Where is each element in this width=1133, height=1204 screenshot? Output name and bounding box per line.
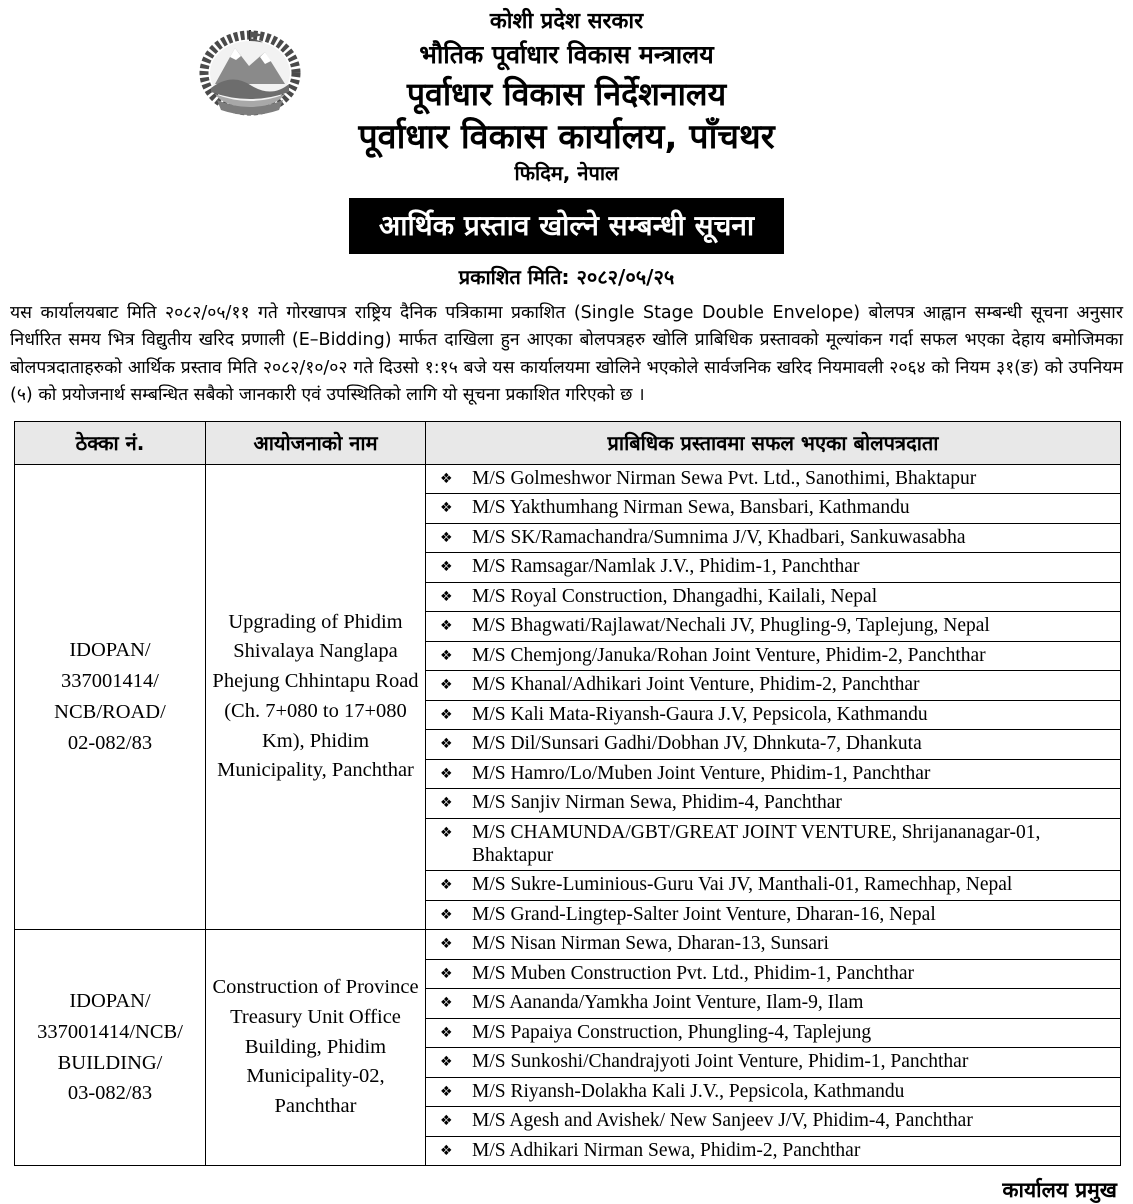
bidder-cell <box>426 789 1121 819</box>
diamond-bullet-icon: ❖ <box>440 706 453 723</box>
bidder-name: M/S Riyansh-Dolakha Kali J.V., Pepsicola, Kathmandu <box>472 1080 905 1102</box>
directorate-name: पूर्वाधार विकास निर्देशनालय <box>406 75 727 113</box>
diamond-bullet-icon: ❖ <box>440 1083 453 1100</box>
bidder-cell <box>426 494 1121 524</box>
bidder-name: M/S Bhagwati/Rajlawat/Nechali JV, Phugling-9, Taplejung, Nepal <box>472 615 990 637</box>
diamond-bullet-icon: ❖ <box>440 529 453 546</box>
diamond-bullet-icon: ❖ <box>440 765 453 782</box>
nepal-government-emblem-icon <box>197 26 303 118</box>
bidder-name: M/S Sukre-Luminious-Guru Vai JV, Manthali-01, Ramechhap, Nepal <box>472 874 1013 896</box>
contract-number-line: BUILDING/ <box>57 1051 163 1074</box>
bidder-name: M/S Papaiya Construction, Phungling-4, Taplejung <box>472 1021 872 1043</box>
bidder-name: M/S Dil/Sunsari Gadhi/Dobhan JV, Dhnkuta-7, Dhankuta <box>472 733 922 755</box>
office-name: पूर्वाधार विकास कार्यालय, पाँचथर <box>358 117 775 157</box>
bidder-name: M/S Aananda/Yamkha Joint Venture, Ilam-9, Ilam <box>472 992 864 1014</box>
table-header-row <box>15 421 1121 464</box>
bidder-name: M/S Ramsagar/Namlak J.V., Phidim-1, Panchthar <box>472 556 860 578</box>
bidder-name: M/S Adhikari Nirman Sewa, Phidim-2, Panchthar <box>472 1139 861 1161</box>
bidder-cell <box>426 959 1121 989</box>
bidder-name: M/S Muben Construction Pvt. Ltd., Phidim-1, Panchthar <box>472 962 914 984</box>
bidder-name: M/S SK/Ramachandra/Sumnima J/V, Khadbari, Sankuwasabha <box>472 526 966 548</box>
bidder-cell <box>426 900 1121 930</box>
office-chief-signature: कार्यालय प्रमुख <box>1002 1178 1117 1203</box>
bidder-name: M/S Sanjiv Nirman Sewa, Phidim-4, Panchthar <box>472 792 842 814</box>
diamond-bullet-icon: ❖ <box>440 618 453 635</box>
bidder-cell <box>426 612 1121 642</box>
bidder-name: M/S Golmeshwor Nirman Sewa Pvt. Ltd., Sanothimi, Bhaktapur <box>472 467 977 489</box>
bidder-cell <box>426 523 1121 553</box>
diamond-bullet-icon: ❖ <box>440 965 453 982</box>
bidder-cell <box>426 641 1121 671</box>
bidder-cell <box>426 582 1121 612</box>
project-name-cell: Construction of Province Treasury Unit Office Building, Phidim Municipality-02, Panchthar <box>206 930 426 1166</box>
diamond-bullet-icon: ❖ <box>440 1054 453 1071</box>
bidder-name: M/S Chemjong/Januka/Rohan Joint Venture, Phidim-2, Panchthar <box>472 644 986 666</box>
bidder-cell <box>426 553 1121 583</box>
bidder-name: M/S Hamro/Lo/Muben Joint Venture, Phidim-1, Panchthar <box>472 762 931 784</box>
diamond-bullet-icon: ❖ <box>440 588 453 605</box>
bidder-cell <box>426 1077 1121 1107</box>
letterhead <box>0 0 1133 186</box>
contract-number-cell <box>15 930 206 1166</box>
bidder-cell <box>426 871 1121 901</box>
bidder-name: M/S Nisan Nirman Sewa, Dharan-13, Sunsari <box>472 933 829 955</box>
bidder-cell <box>426 759 1121 789</box>
contract-number-line: 02-082/83 <box>67 731 153 754</box>
diamond-bullet-icon: ❖ <box>440 877 453 894</box>
diamond-bullet-icon: ❖ <box>440 736 453 753</box>
diamond-bullet-icon: ❖ <box>440 795 453 812</box>
contract-number-line: NCB/ROAD/ <box>54 700 166 723</box>
bidder-name: M/S Sunkoshi/Chandrajyoti Joint Venture, Phidim-1, Panchthar <box>472 1051 969 1073</box>
contract-number-cell <box>15 464 206 930</box>
office-location: फिदिम, नेपाल <box>514 160 619 185</box>
diamond-bullet-icon: ❖ <box>440 1024 453 1041</box>
bidder-name: M/S Royal Construction, Dhangadhi, Kailali, Nepal <box>472 585 878 607</box>
diamond-bullet-icon: ❖ <box>440 559 453 576</box>
ministry-name: भौतिक पूर्वाधार विकास मन्त्रालय <box>419 39 714 69</box>
diamond-bullet-icon: ❖ <box>440 936 453 953</box>
bidder-cell <box>426 700 1121 730</box>
bidder-name: M/S Kali Mata-Riyansh-Gaura J.V, Pepsicola, Kathmandu <box>472 703 928 725</box>
government-name: कोशी प्रदेश सरकार <box>489 9 644 34</box>
bidder-cell <box>426 1048 1121 1078</box>
bidder-name: M/S Grand-Lingtep-Salter Joint Venture, Dharan-16, Nepal <box>472 903 936 925</box>
notice-title: आर्थिक प्रस्ताव खोल्ने सम्बन्धी सूचना <box>349 198 784 254</box>
bidder-name: M/S Agesh and Avishek/ New Sanjeev J/V, Phidim-4, Panchthar <box>472 1110 973 1132</box>
bidder-cell <box>426 1018 1121 1048</box>
contracts-table-body <box>15 464 1121 1166</box>
header-project-name: आयोजनाको नाम <box>206 421 426 464</box>
diamond-bullet-icon: ❖ <box>440 470 453 487</box>
notice-body-text: यस कार्यालयबाट मिति २०८२/०५/११ गते गोरखापत्र राष्ट्रिय दैनिक पत्रिकामा प्रकाशित (Single Stage Double Envelope) बोलपत्र आह्वान सम्बन्धी सूचना अनुसार निर्धारित समय भित्र विद्युतीय खरिद प्रणाली (E–Bidding) मार्फत दाखिला हुन आएका बोलपत्रहरु खोलि प्राबिधिक प्रस्तावको मूल्यांकन गर्दा सफल भएका देहाय बमोजिमका बोलपत्रदाताहरुको आर्थिक प्रस्ताव मिति २०८२/१०/०२ गते दिउसो १:१५ बजे यस कार्यालयमा खोलिने भएकोले सार्वजनिक खरिद नियमावली २०६४ को नियम ३१(ङ) को उपनियम (५) को प्रयोजनार्थ सम्बन्धित सबैको जानकारी एवं उपस्थितिको लागि यो सूचना प्रकाशित गरिएको छ । <box>10 302 1123 405</box>
diamond-bullet-icon: ❖ <box>440 1142 453 1159</box>
bidder-cell <box>426 671 1121 701</box>
contract-number-line: 337001414/ <box>61 670 159 693</box>
bidder-cell <box>426 930 1121 960</box>
diamond-bullet-icon: ❖ <box>440 647 453 664</box>
bidder-cell <box>426 818 1121 871</box>
bidder-cell <box>426 1136 1121 1166</box>
table-row <box>15 930 1121 960</box>
published-date: प्रकाशित मिति: २०८२/०५/२५ <box>458 264 675 289</box>
diamond-bullet-icon: ❖ <box>440 824 453 841</box>
bidder-name: M/S Yakthumhang Nirman Sewa, Bansbari, Kathmandu <box>472 497 910 519</box>
header-contract-no: ठेक्का नं. <box>15 421 206 464</box>
table-row <box>15 464 1121 494</box>
contract-number-line: 337001414/NCB/ <box>37 1020 183 1043</box>
header-qualified-bidders: प्राबिधिक प्रस्तावमा सफल भएका बोलपत्रदाता <box>426 421 1121 464</box>
diamond-bullet-icon: ❖ <box>440 1113 453 1130</box>
contracts-table <box>14 421 1121 1167</box>
project-name-cell: Upgrading of Phidim Shivalaya Nanglapa Phejung Chhintapu Road (Ch. 7+080 to 17+080 Km), Phidim Municipality, Panchthar <box>206 464 426 930</box>
contract-number-line: IDOPAN/ <box>69 990 151 1013</box>
bidder-name: M/S CHAMUNDA/GBT/GREAT JOINT VENTURE, Shrijananagar-01, Bhaktapur <box>472 821 1041 867</box>
diamond-bullet-icon: ❖ <box>440 500 453 517</box>
diamond-bullet-icon: ❖ <box>440 677 453 694</box>
diamond-bullet-icon: ❖ <box>440 995 453 1012</box>
contract-number-line: IDOPAN/ <box>69 639 151 662</box>
bidder-cell <box>426 730 1121 760</box>
bidder-name: M/S Khanal/Adhikari Joint Venture, Phidim-2, Panchthar <box>472 674 920 696</box>
notice-title-row <box>0 198 1133 254</box>
bidder-cell <box>426 1107 1121 1137</box>
contract-number-line: 03-082/83 <box>67 1082 153 1105</box>
bidder-cell <box>426 464 1121 494</box>
diamond-bullet-icon: ❖ <box>440 906 453 923</box>
bidder-cell <box>426 989 1121 1019</box>
